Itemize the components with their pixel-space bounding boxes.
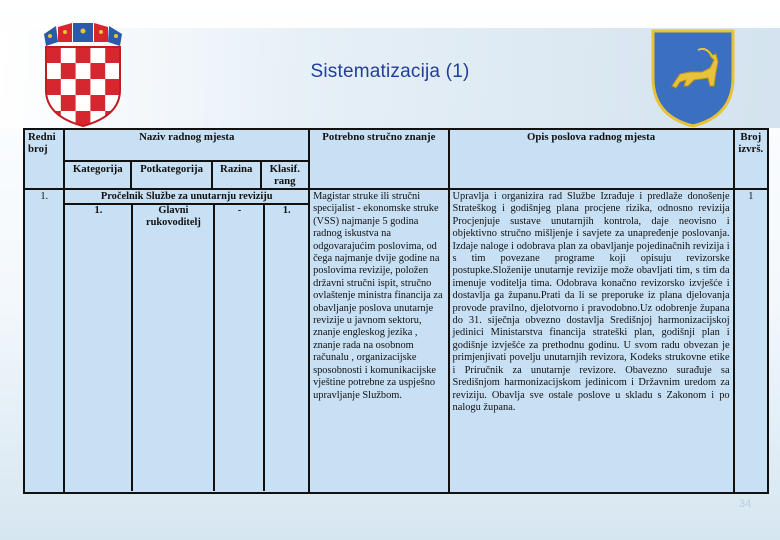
cell-naziv	[64, 189, 309, 493]
header-naziv: Naziv radnog mjesta	[64, 129, 309, 161]
cell-strucno-znanje: Magistar struke ili stručni specijalist - ekonomske struke (VSS) najmanje 5 godina radnog iskustva na odgovarajućim poslovima, od čega najmanje dvije godine na poslovima revizije, položen državni stručni ispit, stručno ovlaštenje ministra financija za obavljanje poslova unutarnje revizije u javnom sektoru, znanje engleskog jezika , znanje rada na osobnom računalu , organizacijske sposobnosti i komunikacijske vještine potrebne za uspješno upravljanje Službom.	[309, 189, 448, 493]
cell-broj-izvrs: 1	[734, 189, 768, 493]
table-header-row	[24, 129, 768, 161]
cell-kategorija: 1.	[65, 205, 133, 491]
page-title: Sistematizacija (1)	[310, 61, 470, 82]
cell-opis: Upravlja i organizira rad Službe Izrađuje i predlaže donošenje Strateškog i godišnjeg plana procjene rizika, odnosno revizija Procjenjuje sustave unutarnjih kontrola, daje neovisno i objektivno stručno mišljenje i savjete za unapređenje poslovanja. Izdaje naloge i odobrava plan za obavljanje pojedinačnih revizija i s tim povezane programe koji opisuju revizorske postupke.Složenije unutarnje revizije može obavljati tim, s tim da imenuje voditelja tima. Odobrava konačno revizorsko izvješće i dostavlja ga županu.Prati da li se preporuke iz plana djelovanja provode pravilno, djelotvorno i pravodobno.Uz odobrenje župana do 31. siječnja obvezno dostavlja Središnjoj harmonizacijskoj jedinici Ministarstva financija strateški plan, godišnji plan i godišnje izvješće za prethodnu godinu. U svom radu obvezan je primjenjivati povelju unutarnjih revizora, Kodeks strukovne etike i Priručnik za unutarnje revizore. Obavezno surađuje sa Središnjom harmonizacijskom jedinicom i Državnim uredom za reviziju. Obavlja sve ostale poslove u skladu s Zakonom i po nalogu župana.	[449, 189, 734, 493]
page-number: 34	[739, 498, 752, 510]
header-strucno-znanje: Potrebno stručno znanje	[309, 129, 448, 189]
header-razina: Razina	[212, 161, 261, 189]
header-redni-broj: Redni broj	[24, 129, 64, 189]
cell-redni-broj: 1.	[24, 189, 64, 493]
systematization-table	[23, 128, 769, 494]
header-potkategorija: Potkategorija	[131, 161, 212, 189]
table-row	[24, 189, 768, 493]
cell-klasif-rang: 1.	[282, 205, 291, 216]
header-broj-izvrs: Broj izvrš.	[734, 129, 768, 189]
header-kategorija: Kategorija	[64, 161, 131, 189]
header-klasif-rang: Klasif. rang	[261, 161, 310, 189]
position-title: Pročelnik Službe za unutarnju reviziju	[65, 190, 308, 205]
cell-razina: -	[215, 205, 265, 491]
position-classification	[65, 205, 308, 491]
systematization-table-wrapper	[23, 128, 769, 494]
header-opis: Opis poslova radnog mjesta	[449, 129, 734, 189]
cell-potkategorija: Glavni rukovoditelj	[133, 205, 215, 491]
